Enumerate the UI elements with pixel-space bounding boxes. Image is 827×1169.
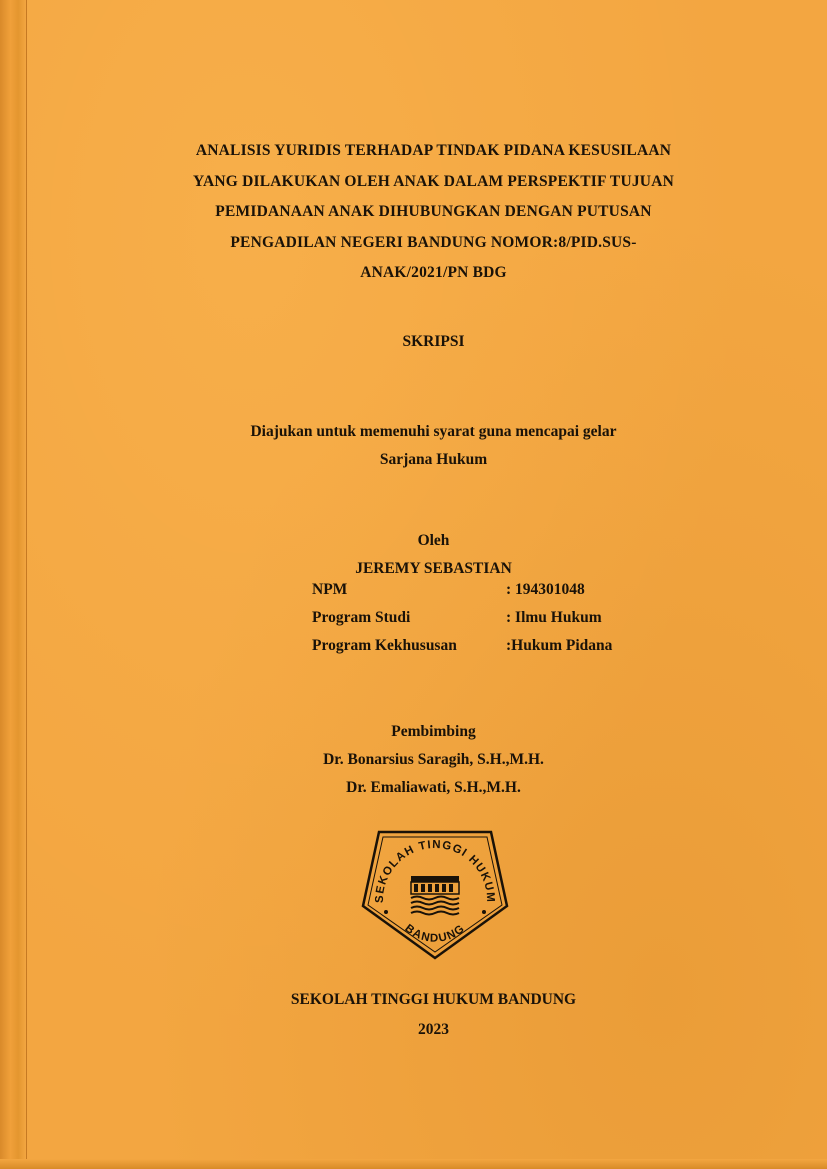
document-type: SKRIPSI [402,333,465,350]
thesis-title [40,136,827,289]
title-line: PEMIDANAAN ANAK DIHUBUNGKAN DENGAN PUTUSAN [215,203,652,220]
info-value: : Ilmu Hukum [506,609,602,626]
purpose-line: Diajukan untuk memenuhi syarat guna mencapai gelar [250,423,617,440]
advisors-label: Pembimbing [391,723,476,740]
by-label: Oleh [417,532,450,549]
advisor-name: Dr. Bonarsius Saragih, S.H.,M.H. [323,751,544,768]
title-line: YANG DILAKUKAN OLEH ANAK DALAM PERSPEKTIF TUJUAN [193,172,674,190]
year: 2023 [418,1021,449,1038]
institution-name: SEKOLAH TINGGI HUKUM BANDUNG [290,991,577,1008]
logo-text-bottom: BANDUNG [402,922,468,945]
advisor-name: Dr. Emaliawati, S.H.,M.H. [346,779,521,796]
title-line: PENGADILAN NEGERI BANDUNG NOMOR:8/PID.SUS- [230,233,637,251]
info-key: Program Studi [312,609,411,626]
waves-icon [411,897,459,915]
info-value: : 194301048 [506,581,585,598]
info-key: NPM [312,581,348,598]
title-line: ANAK/2021/PN BDG [360,264,507,281]
building-icon [411,876,459,894]
institution-logo [359,820,511,962]
logo-text-top: SEKOLAH TINGGI HUKUM [373,838,497,904]
author-block [40,527,827,583]
info-value: :Hukum Pidana [506,637,613,654]
advisors-block [40,718,827,802]
title-line: ANALISIS YURIDIS TERHADAP TINDAK PIDANA KESUSILAAN [195,142,672,159]
book-spine [0,0,27,1169]
info-key: Program Kekhususan [312,637,457,654]
institution-footer [40,985,827,1045]
degree-purpose [40,418,827,474]
purpose-line: Sarjana Hukum [379,451,488,468]
book-bottom-edge [0,1159,827,1169]
author-name: JEREMY SEBASTIAN [355,560,512,577]
